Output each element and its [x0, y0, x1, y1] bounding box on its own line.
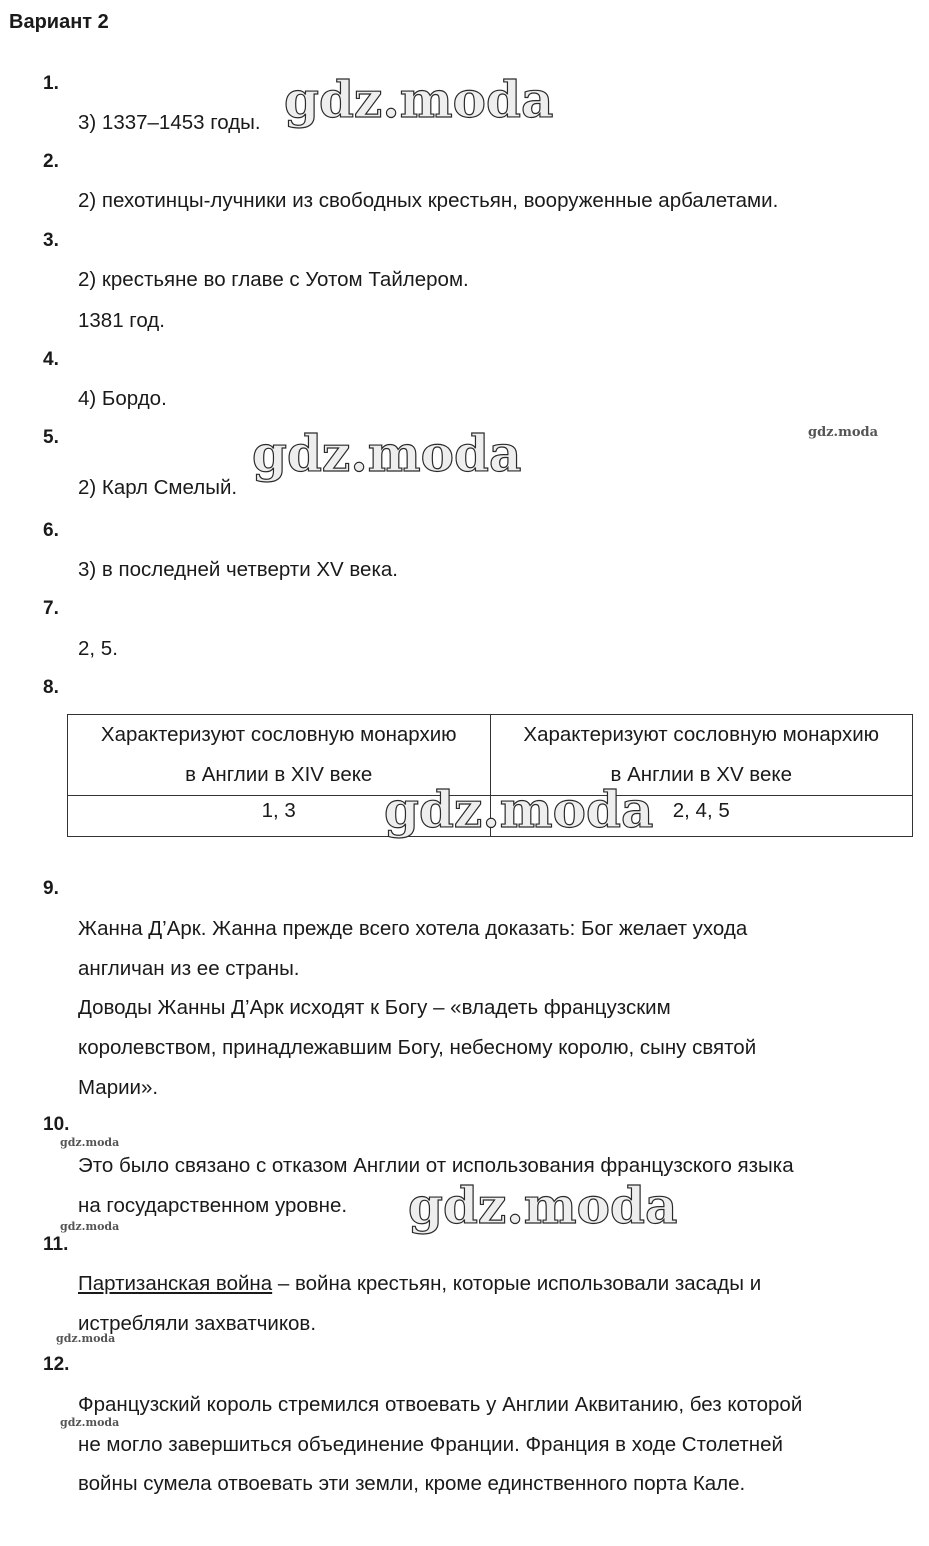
table-cell-xv-value: 2, 4, 5	[490, 796, 913, 837]
answer-12-line-3: войны сумела отвоевать эти земли, кроме единственного порта Кале.	[78, 1472, 746, 1495]
question-number-4: 4.	[43, 349, 59, 370]
question-number-3: 3.	[43, 230, 59, 251]
header-xv-line-1: Характеризуют сословную монархию	[523, 723, 880, 746]
answer-11-line-1-rest: – война крестьян, которые использовали засады и	[272, 1272, 762, 1295]
answer-12-line-2: не могло завершиться объединение Франции. Франция в ходе Столетней	[78, 1433, 783, 1456]
watermark-small: gdz.moda	[60, 1416, 120, 1429]
page-title: Вариант 2	[9, 11, 109, 33]
watermark-logo: gdz.moda	[384, 780, 654, 839]
answer-5: 2) Карл Смелый.	[78, 476, 238, 499]
answer-10-line-1: Это было связано с отказом Англии от использования французского языка	[78, 1154, 794, 1177]
answer-9-line-3: Доводы Жанны Д’Арк исходят к Богу – «владеть французским	[78, 996, 671, 1019]
watermark-small: gdz.moda	[60, 1136, 120, 1149]
header-xv-line-2: в Англии в XV веке	[610, 763, 792, 786]
question-number-2: 2.	[43, 151, 59, 172]
answer-11-line-1	[78, 1272, 761, 1296]
header-xiv-line-1: Характеризуют сословную монархию	[100, 723, 457, 746]
answer-3-line-1: 2) крестьяне во главе с Уотом Тайлером.	[78, 268, 469, 291]
answer-2: 2) пехотинцы-лучники из свободных крестьян, вооруженные арбалетами.	[78, 189, 779, 212]
watermark-logo: gdz.moda	[408, 1176, 678, 1235]
answer-11-line-2: истребляли захватчиков.	[78, 1312, 317, 1335]
answer-1: 3) 1337–1453 годы.	[78, 111, 261, 134]
question-number-7: 7.	[43, 598, 59, 619]
answer-10-line-2: на государственном уровне.	[78, 1194, 348, 1217]
watermark-small: gdz.moda	[808, 425, 879, 440]
question-number-9: 9.	[43, 878, 59, 899]
term-partisan-war: Партизанская война	[78, 1272, 273, 1295]
question-number-1: 1.	[43, 73, 59, 94]
header-xiv-line-2: в Англии в XIV веке	[185, 763, 373, 786]
answer-9-line-2: англичан из ее страны.	[78, 957, 300, 980]
table-cell-xiv-value: 1, 3	[68, 796, 491, 837]
answer-6: 3) в последней четверти XV века.	[78, 558, 398, 581]
watermark-logo: gdz.moda	[252, 424, 522, 483]
answer-4: 4) Бордо.	[78, 387, 167, 410]
question-number-8: 8.	[43, 677, 59, 698]
watermark-small: gdz.moda	[56, 1332, 116, 1345]
answer-9-line-4: королевством, принадлежавшим Богу, небесному королю, сыну святой	[78, 1036, 757, 1059]
watermark-small: gdz.moda	[60, 1220, 120, 1233]
watermark-logo: gdz.moda	[284, 70, 554, 129]
question-number-6: 6.	[43, 520, 59, 541]
answer-12-line-1: Французский король стремился отвоевать у Англии Аквитанию, без которой	[78, 1393, 803, 1416]
answer-9-line-5: Марии».	[78, 1076, 159, 1099]
question-number-5: 5.	[43, 427, 59, 448]
question-number-11: 11.	[43, 1234, 69, 1255]
answer-9-line-1: Жанна Д’Арк. Жанна прежде всего хотела доказать: Бог желает ухода	[78, 917, 748, 940]
question-number-12: 12.	[43, 1354, 70, 1375]
answer-7: 2, 5.	[78, 637, 118, 660]
question-number-10: 10.	[43, 1114, 70, 1135]
answer-3-line-2: 1381 год.	[78, 309, 165, 332]
